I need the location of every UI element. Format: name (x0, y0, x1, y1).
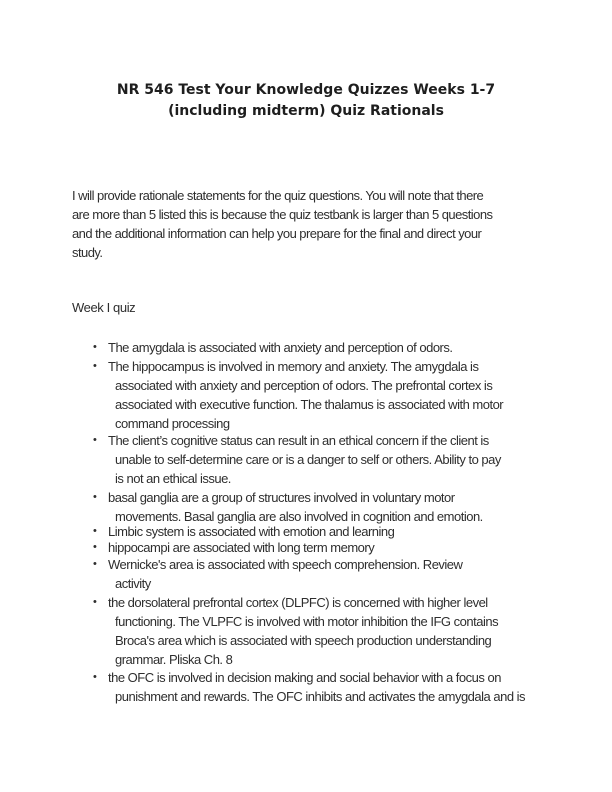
intro-line: study. (72, 245, 103, 260)
bullet-marker: • (93, 558, 97, 570)
list-item-line: the OFC is involved in decision making and social behavior with a focus on (108, 670, 501, 685)
list-item-line: basal ganglia are a group of structures involved in voluntary motor (108, 490, 455, 505)
list-item (93, 593, 553, 669)
bullet-marker: • (93, 671, 97, 683)
list-item-line: unable to self-determine care or is a danger to self or others. Ability to pay (115, 452, 501, 467)
bullet-marker: • (93, 541, 97, 553)
document-title-line-2: (including midterm) Quiz Rationals (168, 103, 444, 119)
list-item-line: movements. Basal ganglia are also involved in cognition and emotion. (115, 509, 483, 524)
list-item-line: command processing (115, 416, 230, 431)
list-item-line: the dorsolateral prefrontal cortex (DLPFC) is concerned with higher level (108, 595, 488, 610)
list-item-line: Limbic system is associated with emotion and learning (108, 524, 395, 539)
intro-line: are more than 5 listed this is because the quiz testbank is larger than 5 questions (72, 207, 493, 222)
list-item (93, 488, 553, 526)
list-item-line: hippocampi are associated with long term memory (108, 540, 375, 555)
bullet-marker: • (93, 596, 97, 608)
list-item-line: functioning. The VLPFC is involved with motor inhibition the IFG contains (115, 614, 499, 629)
list-item (93, 338, 553, 357)
list-item (93, 357, 553, 433)
document-title-line-1: NR 546 Test Your Knowledge Quizzes Weeks 1-7 (116, 82, 496, 98)
list-item (93, 668, 553, 706)
list-item-line: The amygdala is associated with anxiety and perception of odors. (108, 340, 453, 355)
intro-line: I will provide rationale statements for the quiz questions. You will note that there (72, 188, 484, 203)
list-item-line: is not an ethical issue. (115, 471, 231, 486)
list-item (93, 431, 553, 488)
bullet-marker: • (93, 525, 97, 537)
intro-line: and the additional information can help you prepare for the final and direct your (72, 226, 482, 241)
list-item-line: grammar. Pliska Ch. 8 (115, 652, 233, 667)
intro-paragraph (72, 186, 542, 262)
week-1-heading: Week I quiz (72, 300, 136, 315)
list-item-line: punishment and rewards. The OFC inhibits and activates the amygdala and is (115, 689, 526, 704)
bullet-marker: • (93, 341, 97, 353)
document-title (60, 80, 552, 122)
list-item-line: associated with anxiety and perception of odors. The prefrontal cortex is (115, 378, 493, 393)
list-item-line: The hippocampus is involved in memory and anxiety. The amygdala is (108, 359, 479, 374)
bullet-marker: • (93, 360, 97, 372)
list-item (93, 555, 553, 593)
list-item-line: activity (115, 576, 151, 591)
list-item-line: Broca's area which is associated with speech production understanding (115, 633, 492, 648)
bullet-marker: • (93, 434, 97, 446)
list-item-line: The client’s cognitive status can result in an ethical concern if the client is (108, 433, 489, 448)
list-item-line: associated with executive function. The thalamus is associated with motor (115, 397, 504, 412)
bullet-marker: • (93, 491, 97, 503)
list-item-line: Wernicke's area is associated with speech comprehension. Review (108, 557, 463, 572)
